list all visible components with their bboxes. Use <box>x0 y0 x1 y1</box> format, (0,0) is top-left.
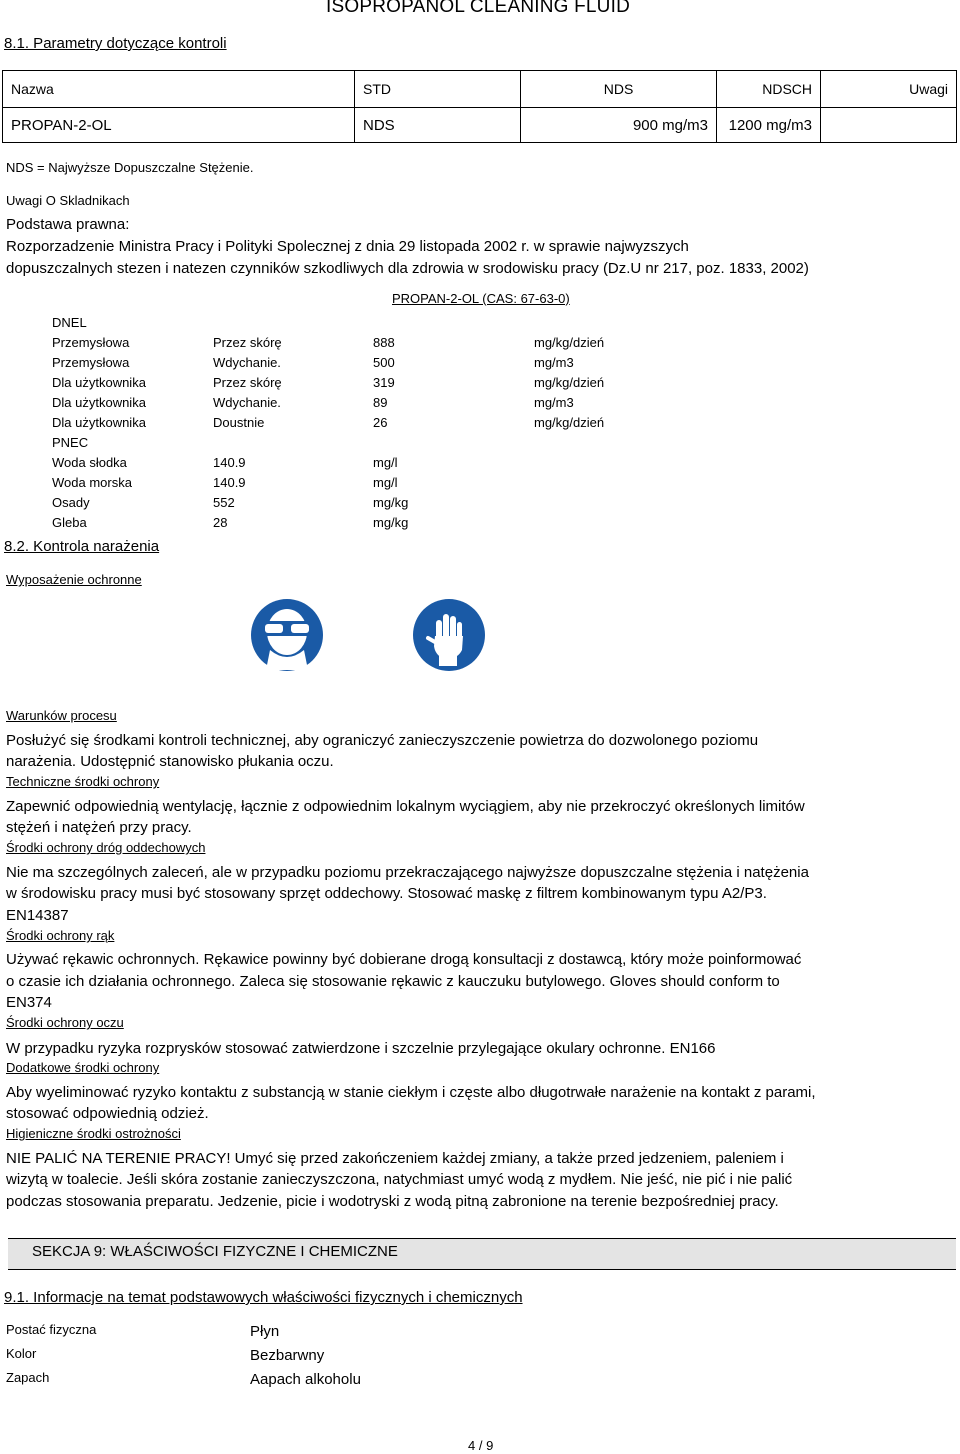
cell-ndsch: 1200 mg/m3 <box>717 108 821 143</box>
dnel-route: Wdychanie. <box>213 354 281 370</box>
header-nds: NDS <box>521 71 717 108</box>
section-9-1-heading: 9.1. Informacje na temat podstawowych właściwości fizycznych i chemicznych <box>4 1289 523 1306</box>
page-number: 4 / 9 <box>468 1438 494 1453</box>
dnel-value: 500 <box>373 354 395 370</box>
table-header-row <box>3 71 957 108</box>
respiratory-protection-label: Środki ochrony dróg oddechowych <box>6 840 206 855</box>
pnec-value: 552 <box>213 494 235 510</box>
table-row <box>52 452 734 472</box>
legal-basis-line-1: Rozporzadzenie Ministra Pracy i Polityki Spolecznej z dnia 29 listopada 2002 r. w sprawie najwyzszych <box>6 238 689 255</box>
hygiene-measures-line-1: NIE PALIĆ NA TERENIE PRACY! Umyć się przed zakończeniem każdej zmiany, a także przed jedzeniem, paleniem i <box>6 1150 784 1167</box>
cell-nds: 900 mg/m3 <box>521 108 717 143</box>
dnel-value: 89 <box>373 394 388 410</box>
table-row <box>52 392 734 412</box>
table-row <box>3 108 957 143</box>
dnel-route: Przez skórę <box>213 374 282 390</box>
component-notes-label: Uwagi O Skladnikach <box>6 193 130 208</box>
process-conditions-label: Warunków procesu <box>6 708 117 723</box>
dnel-unit: mg/m3 <box>534 354 574 370</box>
table-row <box>52 512 734 532</box>
odour-label: Zapach <box>6 1370 50 1385</box>
dnel-pnec-table <box>52 312 734 532</box>
pnec-compartment: Gleba <box>52 514 87 530</box>
dnel-route: Doustnie <box>213 414 265 430</box>
section-9-title: SEKCJA 9: WŁAŚCIWOŚCI FIZYCZNE I CHEMICZNE <box>32 1243 398 1260</box>
pnec-compartment: Osady <box>52 494 90 510</box>
header-ndsch: NDSCH <box>717 71 821 108</box>
dnel-unit: mg/kg/dzień <box>534 334 605 350</box>
dnel-user-type: Dla użytkownika <box>52 394 146 410</box>
engineering-controls-line-1: Zapewnić odpowiednią wentylację, łącznie z odpowiednim lokalnym wyciągiem, aby nie przekroczyć określonych limitów <box>6 798 805 815</box>
pnec-unit: mg/l <box>373 474 398 490</box>
ppe-label: Wyposażenie ochronne <box>6 572 142 587</box>
process-conditions-line-1: Posłużyć się środkami kontroli technicznej, aby ograniczyć zanieczyszczenie powietrza do dozwolonego poziomu <box>6 732 759 749</box>
exposure-limits-table <box>2 70 957 143</box>
hand-protection-line-1: Używać rękawic ochronnych. Rękawice powinny być dobierane drogą konsultacji z dostawcą, który może poinformować <box>6 951 802 968</box>
pnec-compartment: Woda morska <box>52 474 132 490</box>
dnel-unit: mg/kg/dzień <box>534 374 605 390</box>
dnel-user-type: Dla użytkownika <box>52 374 146 390</box>
eye-protection-line-1: W przypadku ryzyka rozprysków stosować zatwierdzone i szczelnie przylegające okulary ochronne. EN166 <box>6 1040 716 1057</box>
odour-value: Aapach alkoholu <box>250 1371 361 1388</box>
document-title: ISOPROPANOL CLEANING FLUID <box>326 0 630 17</box>
pnec-value: 28 <box>213 514 228 530</box>
pnec-compartment: Woda słodka <box>52 454 127 470</box>
dnel-route: Przez skórę <box>213 334 282 350</box>
dnel-value: 319 <box>373 374 395 390</box>
additional-protection-label: Dodatkowe środki ochrony <box>6 1060 160 1075</box>
cell-std: NDS <box>355 108 521 143</box>
header-nazwa: Nazwa <box>3 71 355 108</box>
respiratory-protection-line-3: EN14387 <box>6 907 69 924</box>
legal-basis-line-2: dopuszczalnych stezen i natezen czynników szkodliwych dla zdrowia w srodowisku pracy (Dz.U nr 217, poz. 1833, 2002) <box>6 260 809 277</box>
safety-goggles-icon <box>250 598 324 672</box>
substance-header: PROPAN-2-OL (CAS: 67-63-0) <box>392 291 570 306</box>
dnel-user-type: Przemysłowa <box>52 334 130 350</box>
table-row <box>52 352 734 372</box>
section-8-1-heading: 8.1. Parametry dotyczące kontroli <box>4 35 227 52</box>
table-row <box>52 412 734 432</box>
hand-protection-line-3: EN374 <box>6 994 52 1011</box>
dnel-label: DNEL <box>52 314 87 330</box>
table-row <box>52 472 734 492</box>
pnec-label: PNEC <box>52 434 89 450</box>
dnel-unit: mg/m3 <box>534 394 574 410</box>
dnel-user-type: Dla użytkownika <box>52 414 146 430</box>
dnel-value: 888 <box>373 334 395 350</box>
hand-protection-line-2: o czasie ich działania ochronnego. Zaleca się stosowanie rękawic z kauczuku butylowego. Gloves should conform to <box>6 973 780 990</box>
section-9-banner <box>8 1238 956 1270</box>
hygiene-measures-line-3: podczas stosowania preparatu. Jedzenie, picie i wodotryski z wodą pitną zabronione na terenie bezpośredniej pracy. <box>6 1193 779 1210</box>
dnel-value: 26 <box>373 414 388 430</box>
dnel-user-type: Przemysłowa <box>52 354 130 370</box>
additional-protection-line-1: Aby wyeliminować ryzyko kontaktu z substancją w stanie ciekłym i częste albo długotrwałe narażenie na kontakt z parami, <box>6 1084 816 1101</box>
hand-protection-label: Środki ochrony rąk <box>6 928 115 943</box>
pnec-value: 140.9 <box>213 454 246 470</box>
engineering-controls-label: Techniczne środki ochrony <box>6 774 160 789</box>
pnec-unit: mg/l <box>373 454 398 470</box>
header-uwagi: Uwagi <box>821 71 957 108</box>
dnel-route: Wdychanie. <box>213 394 281 410</box>
cell-uwagi <box>821 108 957 143</box>
physical-state-value: Płyn <box>250 1323 280 1340</box>
nds-definition: NDS = Najwyższe Dopuszczalne Stężenie. <box>6 160 254 175</box>
dnel-unit: mg/kg/dzień <box>534 414 605 430</box>
pnec-unit: mg/kg <box>373 514 409 530</box>
hygiene-measures-label: Higieniczne środki ostrożności <box>6 1126 181 1141</box>
pnec-value: 140.9 <box>213 474 246 490</box>
process-conditions-line-2: narażenia. Udostępnić stanowisko płukania oczu. <box>6 753 334 770</box>
table-row <box>52 332 734 352</box>
table-row <box>52 492 734 512</box>
color-value: Bezbarwny <box>250 1347 325 1364</box>
hygiene-measures-line-2: wizytą w toalecie. Jeśli skóra zostanie zanieczyszczona, natychmiast umyć wodą z mydłem. Nie jeść, nie pić i nie palić <box>6 1171 793 1188</box>
legal-basis-label: Podstawa prawna: <box>6 216 130 233</box>
additional-protection-line-2: stosować odpowiednią odzież. <box>6 1105 209 1122</box>
table-row <box>52 372 734 392</box>
protective-gloves-icon <box>412 598 486 672</box>
header-std: STD <box>355 71 521 108</box>
section-8-2-heading: 8.2. Kontrola narażenia <box>4 538 160 555</box>
respiratory-protection-line-1: Nie ma szczególnych zaleceń, ale w przypadku poziomu przekraczającego najwyższe dopuszczalne stężenia i natężenia <box>6 864 809 881</box>
eye-protection-label: Środki ochrony oczu <box>6 1015 124 1030</box>
respiratory-protection-line-2: w środowisku pracy musi być stosowany sprzęt oddechowy. Stosować maskę z filtrem kombinowanym typu A2/P3. <box>6 885 767 902</box>
physical-state-label: Postać fizyczna <box>6 1322 97 1337</box>
cell-name: PROPAN-2-OL <box>3 108 355 143</box>
pnec-unit: mg/kg <box>373 494 409 510</box>
engineering-controls-line-2: stężeń i natężeń przy pracy. <box>6 819 192 836</box>
color-label: Kolor <box>6 1346 37 1361</box>
